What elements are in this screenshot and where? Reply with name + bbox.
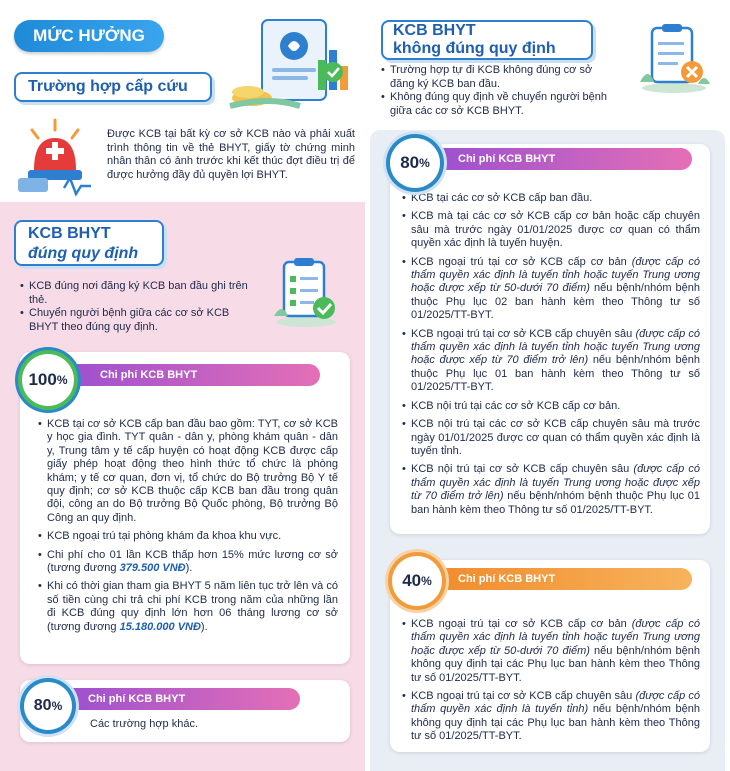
- coverage-80-other-value: 80: [33, 697, 52, 714]
- coverage-40-header: Chi phí KCB BHYT: [430, 568, 692, 590]
- coverage-40-item1-end: nếu bệnh/nhóm bệnh không quy định tại các Phụ lục ban hành kèm theo Thông tư số 01/2025/TT-BYT.: [411, 644, 700, 684]
- coverage-80-item7-text: KCB nội trú tại cơ sở KCB cấp chuyên sâu: [411, 463, 634, 476]
- incorrect-kcb-title-line2: không đúng quy định: [393, 40, 556, 57]
- coverage-100-item3-text: Chi phí cho 01 lần KCB thấp hơn 15% mức lương cơ sở (tương đương: [47, 548, 338, 575]
- muc-huong-heading: MỨC HƯỞNG: [14, 20, 164, 52]
- coverage-100-item4-text: Khi có thời gian tham gia BHYT 5 năm liên tục trở lên và có số tiền cùng chi trả chi phí KCB trong năm của những lần đi KCB đúng quy định lớn hơn 06 tháng lương cơ sở (tương đương: [47, 580, 338, 633]
- coverage-80-item3-text: KCB ngoại trú tại cơ sở KCB cấp cơ bản: [411, 255, 632, 268]
- coverage-80-value: 80: [400, 153, 420, 172]
- clipboard-check-icon: [270, 256, 342, 328]
- coverage-100-item: [38, 549, 338, 576]
- coverage-80-item4-end: nếu bệnh/nhóm bệnh thuộc Phụ lục 01 ban hành kèm theo Thông tư số 01/2025/TT-BYT.: [411, 354, 700, 394]
- percent-sign: %: [421, 574, 432, 588]
- coverage-100-item3-money: 379.500 VNĐ: [119, 562, 186, 575]
- coverage-80-item: • KCB nội trú tại các cơ sở KCB cấp cơ bản.: [402, 400, 700, 413]
- emergency-case-description: Được KCB tại bất kỳ cơ sở KCB nào và phải xuất trình thông tin về thẻ BHYT, giấy tờ chứng minh nhân thân có ảnh trước khi kết thúc đợt điều trị để được hưởng đầy đủ quyền lợi BHYT.: [107, 128, 355, 181]
- coverage-80-item: [402, 328, 700, 395]
- coverage-100-header: Chi phí KCB BHYT: [60, 364, 320, 386]
- coverage-40-item2-note: (được cấp có thẩm quyền xác định là tuyến tỉnh): [411, 690, 700, 716]
- coverage-80-other-header: Chi phí KCB BHYT: [60, 688, 300, 710]
- coverage-100-item: [38, 580, 338, 634]
- clipboard-cross-icon: [636, 22, 712, 94]
- percent-sign: %: [419, 156, 430, 170]
- percent-sign: %: [56, 373, 68, 387]
- coverage-80-item: • KCB nội trú tại các cơ sở KCB cấp chuyên sâu mà trước ngày 01/01/2025 được cơ quan có thẩm quyền xác định là tuyến tỉnh.: [402, 418, 700, 458]
- correct-kcb-title: [14, 220, 164, 266]
- coverage-100-item4-end: ).: [200, 620, 208, 633]
- coverage-80-item7-end: nếu bệnh/nhóm bệnh thuộc Phụ lục 01 ban hành kèm theo Thông tư số 01/2025/TT-BYT.: [411, 490, 700, 516]
- coverage-80-item3-note: (được cấp có thẩm quyền xác định là tuyến tỉnh hoặc tuyến Trung ương hoặc được xếp từ 50-dưới 70 điểm): [411, 255, 700, 295]
- percent-sign: %: [51, 699, 63, 713]
- coverage-40-item2-end: nếu bệnh/nhóm bệnh không quy định tại các Phụ lục ban hành kèm theo Thông tư số 01/2025/TT-BYT.: [411, 703, 700, 743]
- correct-kcb-intro-item: • KCB đúng nơi đăng ký KCB ban đầu ghi trên thẻ.: [20, 280, 255, 307]
- coverage-40-item: [402, 618, 700, 685]
- incorrect-kcb-title-line1: KCB BHYT: [393, 22, 476, 39]
- coverage-80-item: • KCB mà tại các cơ sở KCB cấp cơ bản hoặc cấp chuyên sâu mà trước ngày 01/01/2025 được cơ quan có thẩm quyền xác định là tuyến huyện.: [402, 210, 700, 250]
- coverage-100-item: • KCB ngoại trú tại phòng khám đa khoa khu vực.: [38, 530, 338, 543]
- coverage-80-item4-text: KCB ngoại trú tại cơ sở KCB cấp chuyên sâu: [411, 327, 636, 340]
- coverage-80-item7-note: (được cấp có thẩm quyền xác định là tuyến Trung ương hoặc được xếp từ 70 điểm trở lên): [411, 463, 700, 503]
- coverage-100-item3-end: ).: [185, 562, 193, 575]
- health-insurance-card-icon: [228, 14, 358, 114]
- coverage-80-item: • KCB tại các cơ sở KCB cấp ban đầu.: [402, 192, 700, 205]
- coverage-80-other-text: Các trường hợp khác.: [90, 718, 199, 730]
- correct-kcb-title-line1: KCB BHYT: [28, 225, 111, 242]
- coverage-80-card: [390, 144, 710, 534]
- incorrect-kcb-title: [381, 20, 593, 60]
- emergency-case-title: Trường hợp cấp cứu: [14, 72, 212, 102]
- coverage-100-badge: [22, 354, 74, 406]
- correct-kcb-intro-list: [20, 280, 255, 334]
- coverage-100-list: [38, 418, 338, 639]
- coverage-40-value: 40: [402, 571, 422, 590]
- incorrect-kcb-intro-item: • Không đúng quy định về chuyển người bệnh giữa các cơ sở KCB BHYT.: [381, 91, 613, 118]
- coverage-100-card: [20, 352, 350, 664]
- coverage-80-item4-note: (được cấp có thẩm quyền xác định là tuyến tỉnh hoặc tuyến Trung ương hoặc được xếp từ 70 điểm trở lên): [411, 327, 700, 367]
- incorrect-kcb-intro-item: • Trường hợp tự đi KCB không đúng cơ sở đăng ký KCB ban đầu.: [381, 64, 613, 91]
- coverage-80-item: [402, 256, 700, 323]
- coverage-40-list: [402, 618, 700, 749]
- correct-kcb-intro-item: • Chuyển người bệnh giữa các cơ sở KCB BHYT theo đúng quy định.: [20, 307, 255, 334]
- coverage-80-item: [402, 463, 700, 517]
- coverage-40-item2-text: KCB ngoại trú tại cơ sở KCB cấp chuyên sâu: [411, 690, 636, 703]
- incorrect-kcb-intro-list: [381, 64, 613, 118]
- coverage-80-list: [402, 192, 700, 522]
- coverage-80-item3-end: nếu bệnh/nhóm bệnh thuộc Phụ lục 02 ban hành kèm theo Thông tư số 01/2025/TT-BYT.: [411, 282, 700, 322]
- coverage-40-badge: [392, 556, 442, 606]
- coverage-80-badge: [390, 138, 440, 188]
- coverage-100-value: 100: [28, 370, 57, 389]
- coverage-100-item4-money: 15.180.000 VNĐ: [119, 620, 201, 633]
- coverage-40-item1-note: (được cấp có thẩm quyền xác định là tuyến tỉnh hoặc tuyến Trung ương hoặc được xếp từ 50-dưới 70 điểm): [411, 618, 700, 657]
- coverage-100-item: • KCB tại cơ sở KCB cấp ban đầu bao gồm: TYT, cơ sở KCB y học gia đình. TYT quân - dân y, phòng khám quân - dân y, Trung tâm y tế cấp huyện có hoạt động KCB được cấp giấy phép hoạt động theo hình thức tổ chức là phòng khám; y tế cơ quan, đơn vị, tổ chức do Bộ trưởng Bộ Y tế quy định; cơ sở KCB thuộc cấp KCB ban đầu trong quân đội, công an do Bộ trưởng Bộ Quốc phòng, Bộ trưởng Bộ Công an quy định.: [38, 418, 338, 525]
- emergency-siren-icon: [14, 116, 96, 200]
- correct-kcb-title-line2: đúng quy định: [28, 245, 139, 262]
- coverage-40-item: [402, 690, 700, 744]
- coverage-80-other-badge: [24, 682, 72, 730]
- coverage-80-header: Chi phí KCB BHYT: [430, 148, 692, 170]
- coverage-40-item1-text: KCB ngoại trú tại cơ sở KCB cấp cơ bản: [411, 618, 632, 630]
